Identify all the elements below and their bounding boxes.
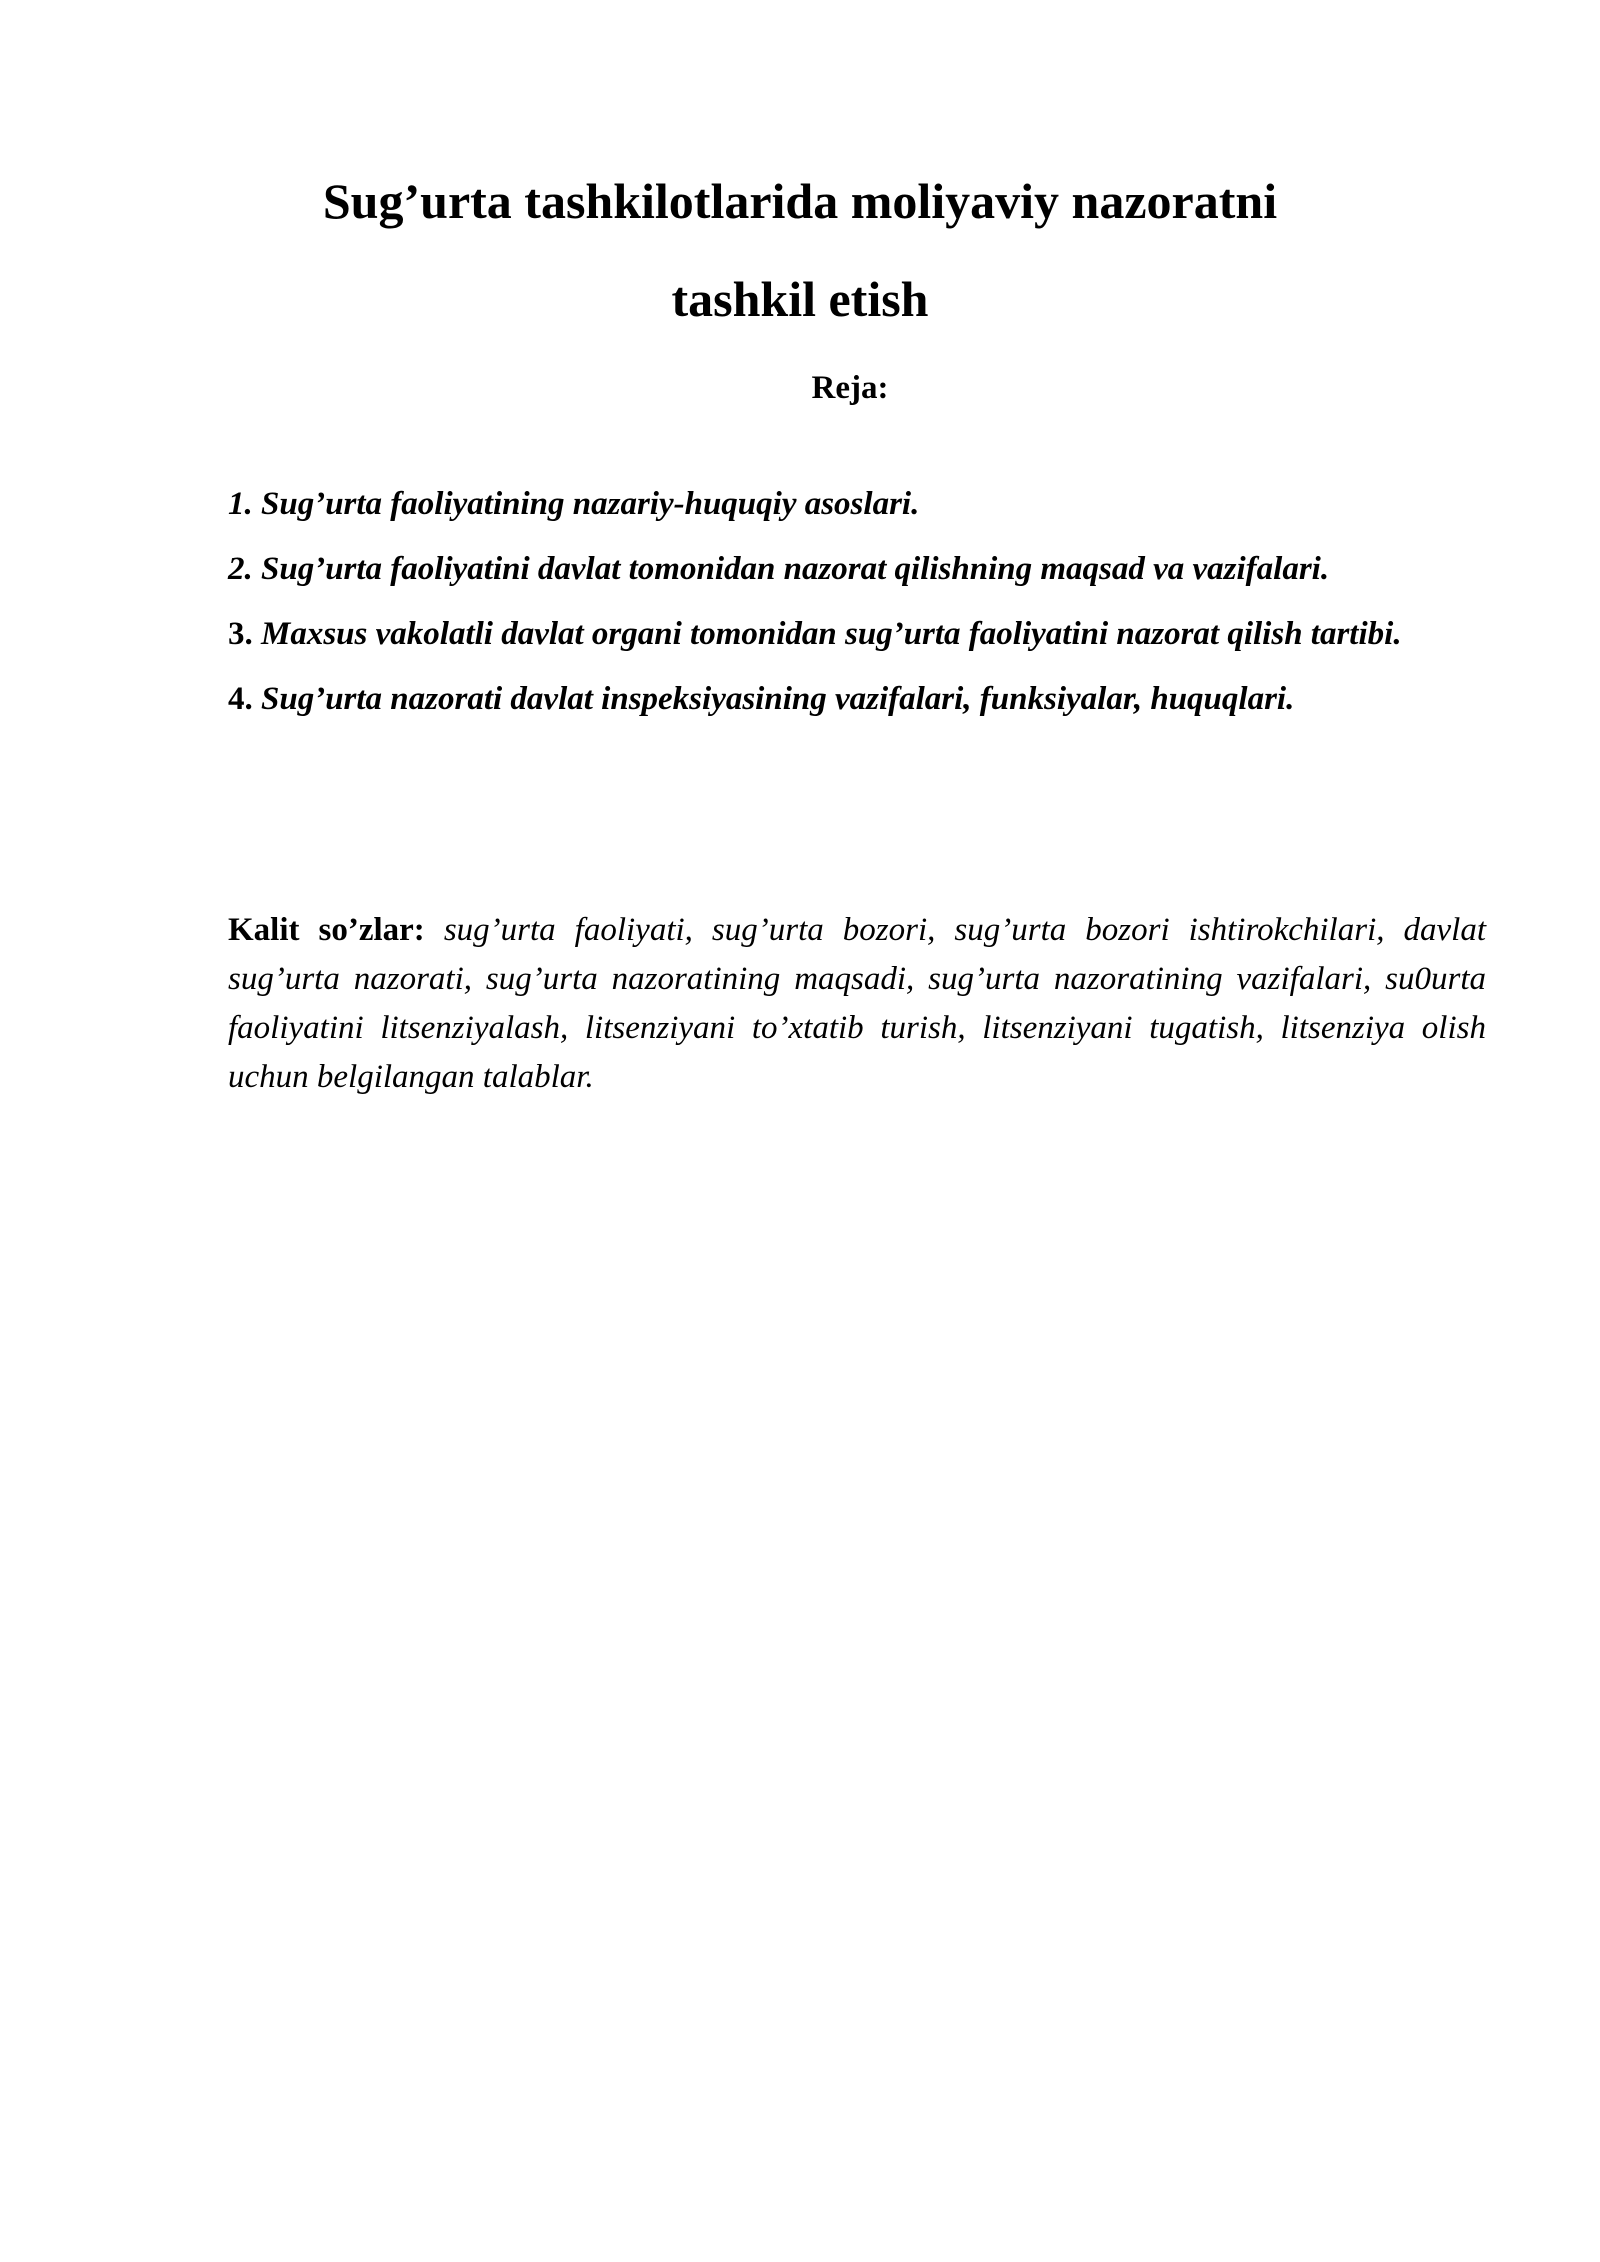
document-title xyxy=(200,152,1400,348)
plan-item-text: Sug’urta faoliyatini davlat tomonidan nazorat qilishning maqsad va vazifalari. xyxy=(252,551,1330,587)
plan-item-text: Maxsus vakolatli davlat organi tomonidan sug’urta faoliyatini nazorat qilish tartibi. xyxy=(252,616,1402,652)
keywords-paragraph xyxy=(228,906,1486,1102)
plan-item-3 xyxy=(228,602,1488,667)
plan-item-text: Sug’urta nazorati davlat inspeksiyasining vazifalari, funksiyalar, huquqlari. xyxy=(252,681,1295,717)
plan-item-text: Sug’urta faoliyatining nazariy-huquqiy asoslari. xyxy=(252,486,920,522)
plan-item-number: 2. xyxy=(228,551,253,587)
plan-item-number: 4. xyxy=(228,681,253,717)
plan-heading: Reja: xyxy=(811,370,889,406)
plan-item-number: 1. xyxy=(228,486,253,522)
plan-list xyxy=(228,472,1488,732)
plan-item-1 xyxy=(228,472,1488,537)
keywords-text: sug’urta faoliyati, sug’urta bozori, sug’urta bozori ishtirokchilari, davlat sug’urta nazorati, sug’urta nazoratining maqsadi, sug’urta nazoratining vazifalari, su0urta faoliyatini litsenziyalash, litsenziyani to’xtatib turish, litsenziyani tugatish, litsenziya olish uchun belgilangan talablar. xyxy=(228,912,1486,1095)
plan-item-2 xyxy=(228,537,1488,602)
plan-item-4 xyxy=(228,667,1488,732)
title-line-2: tashkil etish xyxy=(671,271,929,327)
plan-item-number: 3. xyxy=(228,616,253,652)
keywords-label: Kalit so’zlar: xyxy=(228,912,425,948)
title-line-1: Sug’urta tashkilotlarida moliyaviy nazoratni xyxy=(322,173,1278,229)
